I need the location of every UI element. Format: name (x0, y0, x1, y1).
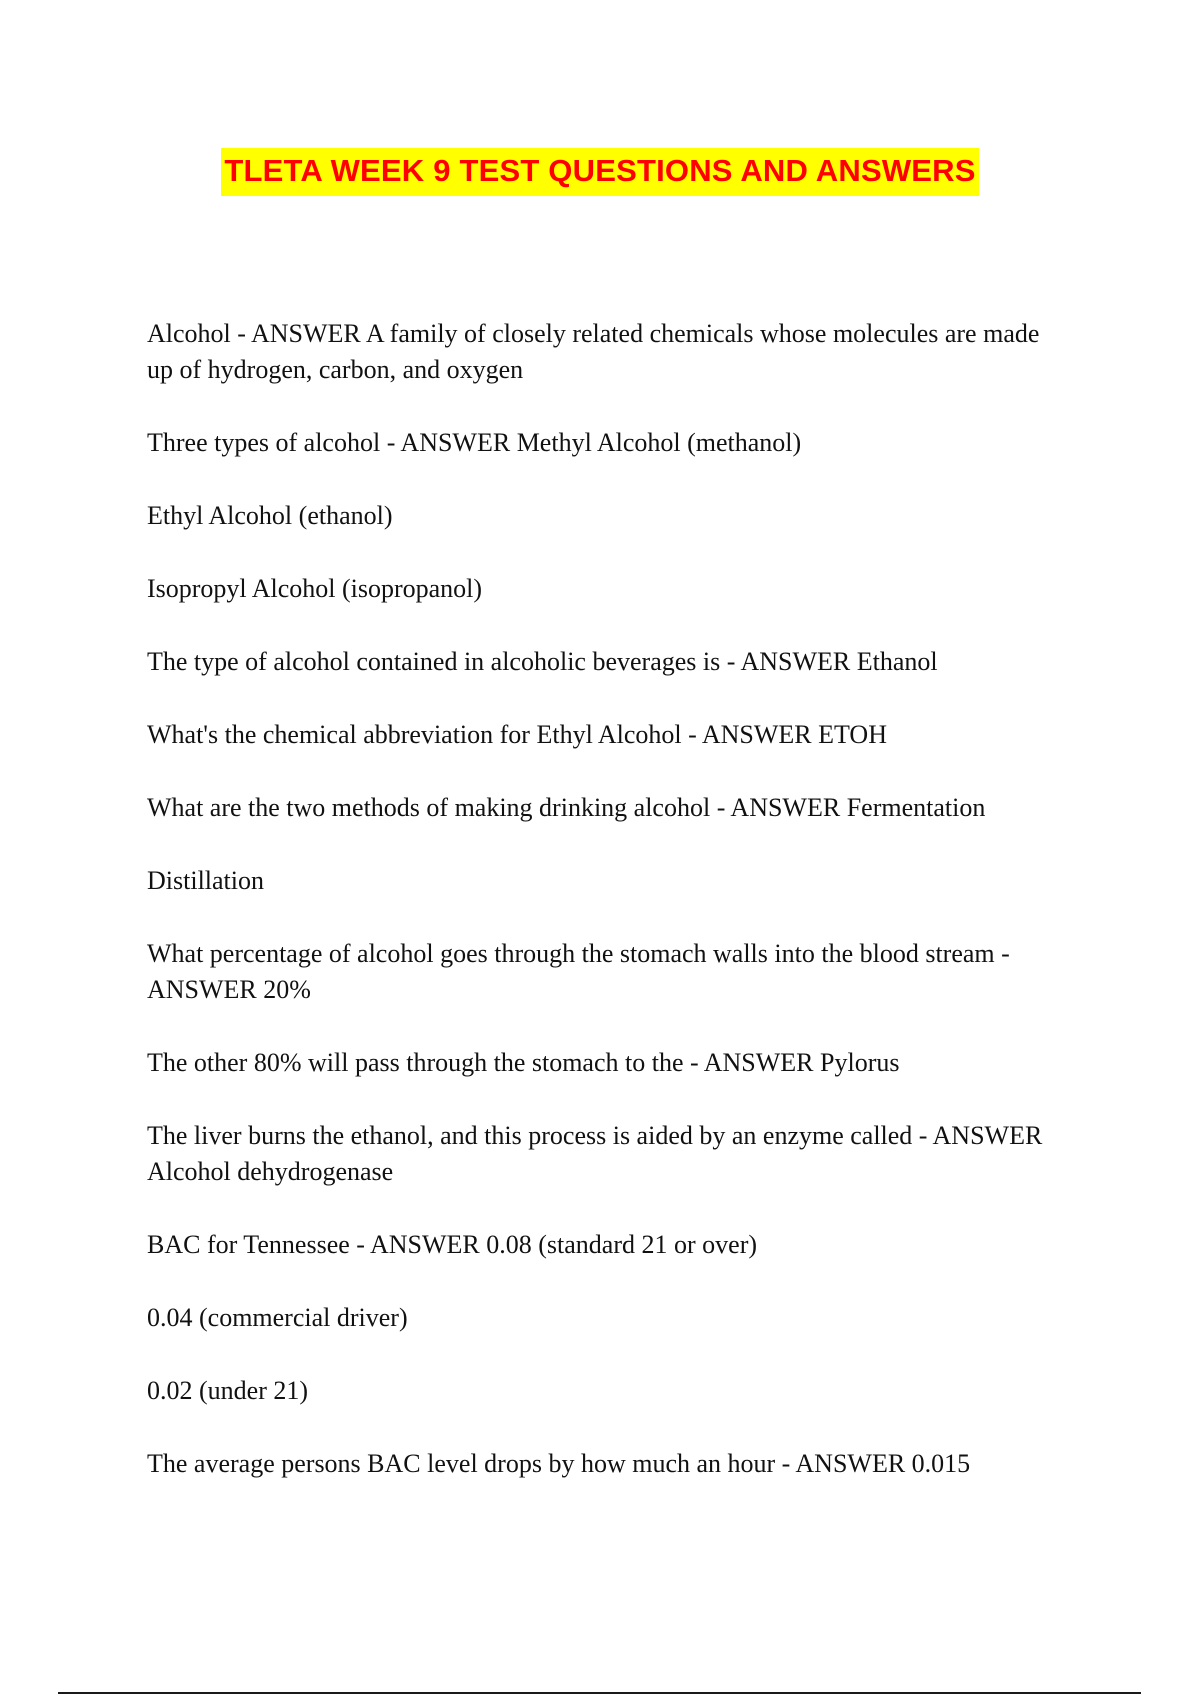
qa-paragraph: Ethyl Alcohol (ethanol) (147, 501, 393, 530)
qa-paragraph: 0.04 (commercial driver) (147, 1303, 408, 1332)
qa-paragraph: The type of alcohol contained in alcoholic beverages is - ANSWER Ethanol (147, 647, 938, 676)
document-title: TLETA WEEK 9 TEST QUESTIONS AND ANSWERS (221, 148, 978, 196)
qa-list (147, 316, 1067, 1519)
qa-paragraph: The other 80% will pass through the stomach to the - ANSWER Pylorus (147, 1048, 900, 1077)
qa-paragraph: Three types of alcohol - ANSWER Methyl Alcohol (methanol) (147, 428, 802, 457)
qa-paragraph: The average persons BAC level drops by how much an hour - ANSWER 0.015 (147, 1449, 971, 1478)
qa-paragraph: What's the chemical abbreviation for Ethyl Alcohol - ANSWER ETOH (147, 720, 887, 749)
qa-paragraph: What are the two methods of making drinking alcohol - ANSWER Fermentation (147, 793, 986, 822)
qa-paragraph: BAC for Tennessee - ANSWER 0.08 (standard 21 or over) (147, 1230, 758, 1259)
qa-paragraph: What percentage of alcohol goes through the stomach walls into the blood stream - ANSWER 20% (147, 939, 1010, 1004)
bottom-divider (58, 1692, 1141, 1694)
qa-paragraph: Alcohol - ANSWER A family of closely related chemicals whose molecules are made up of hydrogen, carbon, and oxygen (147, 319, 1040, 384)
qa-paragraph: The liver burns the ethanol, and this process is aided by an enzyme called - ANSWER Alcohol dehydrogenase (147, 1121, 1043, 1186)
qa-paragraph: Isopropyl Alcohol (isopropanol) (147, 574, 483, 603)
title-container (0, 148, 1200, 196)
qa-paragraph: Distillation (147, 866, 264, 895)
qa-paragraph: 0.02 (under 21) (147, 1376, 309, 1405)
